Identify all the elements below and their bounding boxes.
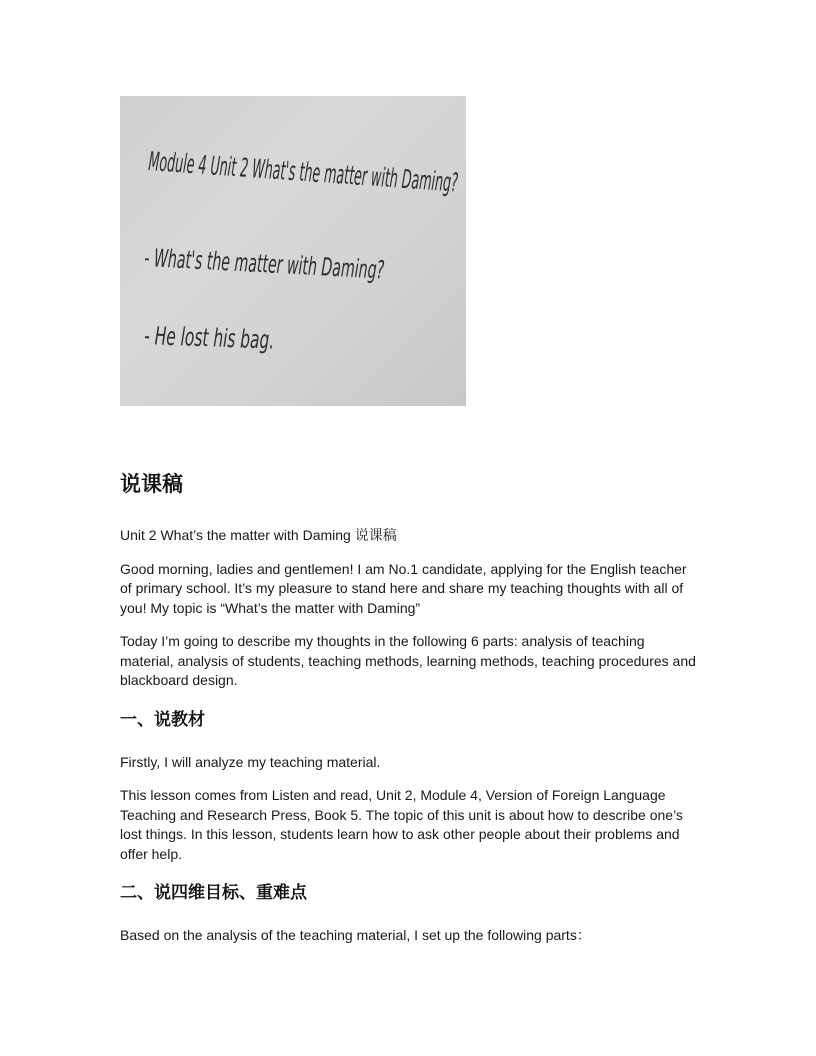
section-heading-objectives: 二、说四维目标、重难点 xyxy=(120,883,307,903)
section-heading-teaching-material: 一、说教材 xyxy=(120,709,205,730)
section2-paragraph-1: Based on the analysis of the teaching material, I set up the following parts： xyxy=(120,927,591,943)
document-body xyxy=(120,466,700,960)
document-title: 说课稿 xyxy=(120,472,183,496)
intro-paragraph-1: Good morning, ladies and gentlemen! I am No.1 candidate, applying for the English teacher of primary school. It’s my pleasure to stand here and share my teaching thoughts with all of you! My topic is “What’s the matter with Daming” xyxy=(120,560,687,616)
intro-paragraph-2: Today I’m going to describe my thoughts in the following 6 parts: analysis of teaching material, analysis of students, teaching methods, learning methods, teaching procedures and blackboard design. xyxy=(120,633,696,688)
document-subtitle: Unit 2 What’s the matter with Daming 说课稿 xyxy=(120,527,397,543)
handwriting-image xyxy=(120,96,786,406)
handwriting-line-1: Module 4 Unit 2 What's the matter with Daming? xyxy=(147,147,786,222)
handwriting-line-2: - What's the matter with Daming? xyxy=(143,243,569,295)
handwriting-line-3: - He lost his bag. xyxy=(143,321,356,358)
section1-paragraph-1: Firstly, I will analyze my teaching material. xyxy=(120,753,381,770)
section1-paragraph-2: This lesson comes from Listen and read, Unit 2, Module 4, Version of Foreign Language Teaching and Research Press, Book 5. The topic of this unit is about how to describe one’s lost things. In this lesson, students learn how to ask other people about their problems and offer help. xyxy=(120,787,683,862)
handwriting-photo xyxy=(120,96,786,406)
